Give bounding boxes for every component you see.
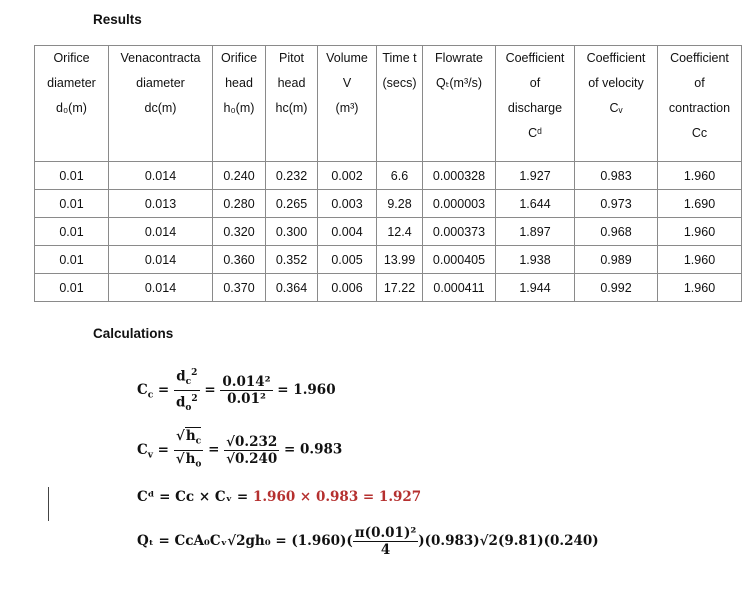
column-header-line: Volume (326, 51, 368, 65)
table-row (35, 218, 742, 246)
table-cell: 0.232 (266, 162, 318, 190)
column-header (266, 46, 318, 162)
column-header-line: hᴄ(m) (275, 101, 308, 115)
column-header (377, 46, 423, 162)
column-header-line: discharge (507, 101, 563, 115)
table-cell: 0.320 (213, 218, 266, 246)
table-cell: 0.000003 (423, 190, 496, 218)
column-header-line: Qₜ(m³/s) (435, 76, 483, 90)
cv-denominator: √0.240 (226, 450, 278, 467)
column-header (35, 46, 109, 162)
table-cell: 17.22 (377, 274, 423, 302)
table-cell: 1.960 (658, 218, 742, 246)
cd-lhs: Cᵈ = Cᴄ × Cᵥ = (137, 489, 249, 505)
cd-equation (137, 489, 421, 505)
column-header-line: diameter (47, 76, 96, 90)
table-cell: 0.01 (35, 246, 109, 274)
table-cell: 0.265 (266, 190, 318, 218)
column-header-line: of (529, 76, 541, 90)
column-header-line: Time t (382, 51, 417, 65)
column-header-line: Orifice (53, 51, 90, 65)
table-cell: 0.352 (266, 246, 318, 274)
column-header-line: of (694, 76, 705, 90)
table-cell: 0.014 (109, 218, 213, 246)
column-header-line: Coefficient (670, 51, 729, 65)
table-cell: 0.370 (213, 274, 266, 302)
table-cell: 0.300 (266, 218, 318, 246)
cv-lhs: $C_v$ = (137, 441, 169, 461)
cc-equation: $C_c$ = $\frac{d_c^2}{d_o^2}$ = $\frac{\text{0.014²}}{\text{0.01²}}$ = 1.960 (137, 365, 336, 416)
column-header-line: Coefficient (505, 51, 565, 65)
column-header (318, 46, 377, 162)
table-cell: 0.280 (213, 190, 266, 218)
column-header-line: V (342, 76, 352, 90)
column-header-line: Coefficient (586, 51, 646, 65)
column-header (658, 46, 742, 162)
table-cell: 0.968 (575, 218, 658, 246)
table-cell: 1.690 (658, 190, 742, 218)
table-row (35, 274, 742, 302)
table-cell: 0.000328 (423, 162, 496, 190)
results-table (34, 45, 742, 302)
table-cell: 0.002 (318, 162, 377, 190)
table-cell: 0.000373 (423, 218, 496, 246)
column-header-line: d₀(m) (56, 101, 87, 115)
column-header-line: of velocity (588, 76, 644, 90)
cc-numeric-fraction (220, 374, 272, 407)
cc-result: = 1.960 (277, 382, 336, 399)
column-header-line: contraction (668, 101, 731, 115)
table-cell: 0.989 (575, 246, 658, 274)
cv-result: = 0.983 (284, 441, 343, 458)
table-cell: 0.004 (318, 218, 377, 246)
table-cell: 0.360 (213, 246, 266, 274)
table-header-row (35, 46, 742, 162)
cc-symbolic-fraction: $\frac{d_c^2}{d_o^2}$ (174, 365, 200, 416)
column-header-line: Pitot (278, 51, 304, 65)
table-cell: 12.4 (377, 218, 423, 246)
table-cell: 1.960 (658, 246, 742, 274)
text-cursor (48, 487, 49, 521)
cv-numeric-fraction (224, 434, 279, 467)
table-cell: 0.240 (213, 162, 266, 190)
cv-numerator: √0.232 (226, 433, 278, 450)
table-body (35, 162, 742, 302)
column-header-line: Orifice (220, 51, 258, 65)
table-cell: 0.992 (575, 274, 658, 302)
column-header-line: diameter (136, 76, 185, 90)
qt-area-fraction (353, 525, 418, 558)
table-cell: 0.983 (575, 162, 658, 190)
qt-part2: )(0.983)√2(9.81)(0.240) (418, 533, 599, 549)
table-row (35, 162, 742, 190)
column-header-line: dᴄ(m) (144, 101, 177, 115)
table-cell: 0.013 (109, 190, 213, 218)
table-cell: 1.644 (496, 190, 575, 218)
table-row (35, 246, 742, 274)
table-cell: 0.01 (35, 218, 109, 246)
table-cell: 0.364 (266, 274, 318, 302)
column-header-line: head (277, 76, 306, 90)
column-header (575, 46, 658, 162)
table-cell: 1.960 (658, 162, 742, 190)
column-header (213, 46, 266, 162)
table-cell: 0.01 (35, 190, 109, 218)
column-header-line: (m³) (335, 101, 359, 115)
table-cell: 0.003 (318, 190, 377, 218)
table-cell: 0.005 (318, 246, 377, 274)
cd-value: 1.960 × 0.983 = 1.927 (252, 489, 422, 505)
column-header-line: Flowrate (435, 51, 483, 65)
qt-numerator: π(0.01)² (354, 525, 417, 541)
table-cell: 13.99 (377, 246, 423, 274)
table-cell: 1.897 (496, 218, 575, 246)
column-header (496, 46, 575, 162)
table-cell: 0.01 (35, 162, 109, 190)
cc-denominator: 0.01² (227, 391, 266, 408)
table-cell: 9.28 (377, 190, 423, 218)
column-header-line: (secs) (382, 76, 417, 90)
table-row (35, 190, 742, 218)
column-header-line: Venacontracta (120, 51, 201, 65)
column-header-line: Cᵥ (609, 101, 623, 115)
cv-symbolic-fraction: $\frac{√h_c}{√h_o}$ (175, 428, 202, 470)
table-cell: 1.938 (496, 246, 575, 274)
column-header (423, 46, 496, 162)
table-cell: 0.014 (109, 274, 213, 302)
cc-numerator: 0.014² (222, 374, 271, 391)
qt-lhs: Qₜ = CᴄA₀Cᵥ√2gh₀ = (137, 533, 287, 549)
column-header-line: Cᵈ (528, 126, 542, 140)
table-cell: 0.014 (109, 246, 213, 274)
table-cell: 1.927 (496, 162, 575, 190)
cv-equation: $C_v$ = $\frac{√h_c}{√h_o}$ = $\frac{√0.232}{√0.240}$ = 0.983 (137, 428, 342, 472)
cc-lhs: $C_c$ = (137, 382, 170, 401)
table-cell: 0.006 (318, 274, 377, 302)
calculations-heading: Calculations (93, 326, 174, 341)
column-header-line: Cᴄ (691, 126, 708, 140)
table-cell: 0.014 (109, 162, 213, 190)
table-cell: 1.960 (658, 274, 742, 302)
table-cell: 0.000405 (423, 246, 496, 274)
table-cell: 0.01 (35, 274, 109, 302)
column-header-line: h₀(m) (223, 101, 255, 115)
qt-equation (137, 525, 599, 558)
results-heading: Results (93, 12, 142, 27)
table-cell: 0.000411 (423, 274, 496, 302)
column-header-line: head (225, 76, 253, 90)
table-cell: 6.6 (377, 162, 423, 190)
table-cell: 0.973 (575, 190, 658, 218)
qt-denominator: 4 (380, 542, 391, 558)
qt-part1: (1.960)( (291, 533, 353, 549)
table-cell: 1.944 (496, 274, 575, 302)
column-header (109, 46, 213, 162)
